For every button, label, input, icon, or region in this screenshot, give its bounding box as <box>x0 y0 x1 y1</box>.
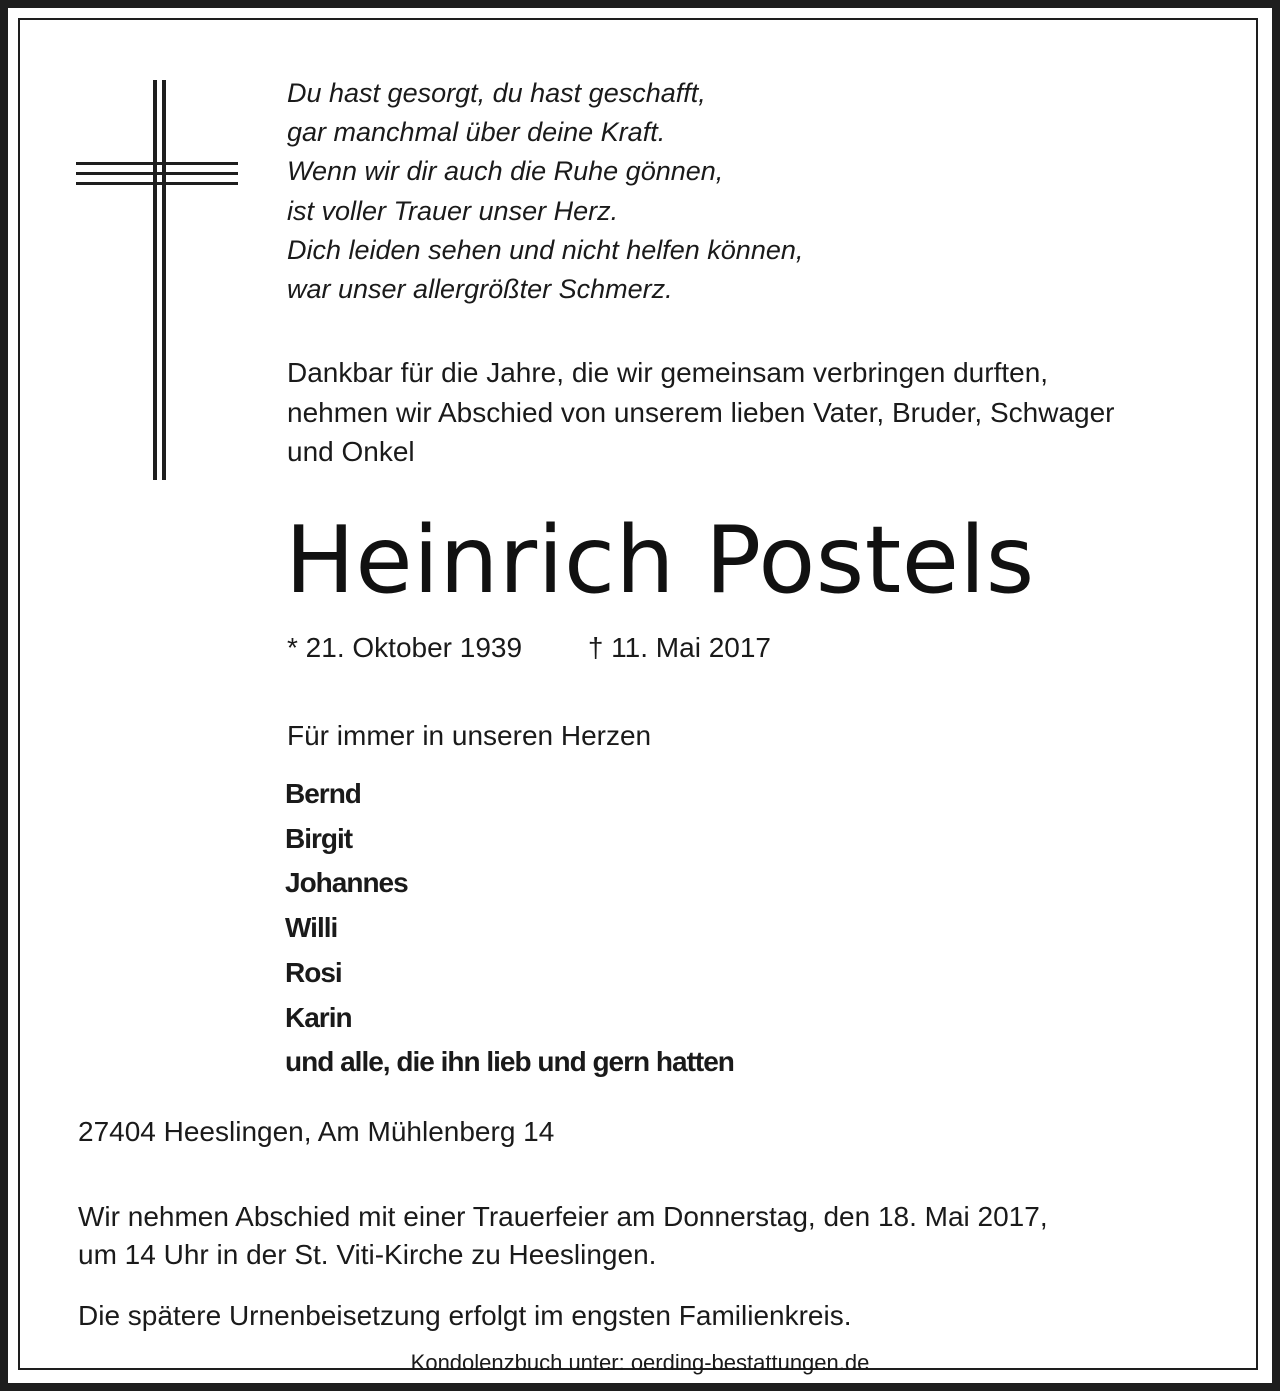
cross-bar-horizontal-middle <box>76 172 238 175</box>
family-member: Birgit <box>285 822 353 854</box>
address: 27404 Heeslingen, Am Mühlenberg 14 <box>78 1116 555 1147</box>
cross-bar-vertical-right <box>162 80 166 480</box>
deceased-name: Heinrich Postels <box>285 506 1035 614</box>
service-info <box>78 1198 1048 1274</box>
family-member: Karin <box>285 1001 352 1033</box>
intro-line: nehmen wir Abschied von unserem lieben Vater, Bruder, Schwager <box>287 396 1115 428</box>
family-member: Willi <box>285 912 338 944</box>
family-member: Johannes <box>285 867 408 899</box>
poem-line: Dich leiden sehen und nicht helfen können, <box>287 234 804 265</box>
poem <box>287 74 803 309</box>
family-member: Rosi <box>285 956 342 988</box>
intro-text <box>287 353 1237 472</box>
cross-icon <box>76 80 238 480</box>
life-dates <box>287 628 771 668</box>
cross-bar-vertical-left <box>153 80 157 480</box>
cross-bar-horizontal-top <box>76 162 238 165</box>
family-list <box>285 772 734 1085</box>
birth-date: * 21. Oktober 1939 <box>287 632 523 663</box>
poem-line: gar manchmal über deine Kraft. <box>287 117 666 148</box>
poem-line: Du hast gesorgt, du hast geschafft, <box>287 78 706 108</box>
service-line: um 14 Uhr in der St. Viti-Kirche zu Heeslingen. <box>78 1239 657 1270</box>
family-member: und alle, die ihn lieb und gern hatten <box>285 1046 734 1078</box>
urn-info: Die spätere Urnenbeisetzung erfolgt im engsten Familienkreis. <box>78 1300 852 1331</box>
family-member: Bernd <box>285 778 361 809</box>
obituary-frame <box>18 18 1258 1375</box>
death-date: † 11. Mai 2017 <box>587 632 771 663</box>
condolence-link[interactable]: Kondolenzbuch unter: oerding-bestattungen.de <box>410 1350 870 1375</box>
service-line: Wir nehmen Abschied mit einer Trauerfeier am Donnerstag, den 18. Mai 2017, <box>78 1201 1048 1232</box>
cross-bar-horizontal-bottom <box>76 182 238 185</box>
poem-line: Wenn wir dir auch die Ruhe gönnen, <box>287 156 724 187</box>
obituary-sheet <box>8 8 1272 1383</box>
poem-line: ist voller Trauer unser Herz. <box>287 195 619 226</box>
intro-line: und Onkel <box>287 436 415 467</box>
forever-line: Für immer in unseren Herzen <box>287 720 652 751</box>
poem-line: war unser allergrößter Schmerz. <box>287 274 673 305</box>
intro-line: Dankbar für die Jahre, die wir gemeinsam verbringen durften, <box>287 357 1049 388</box>
